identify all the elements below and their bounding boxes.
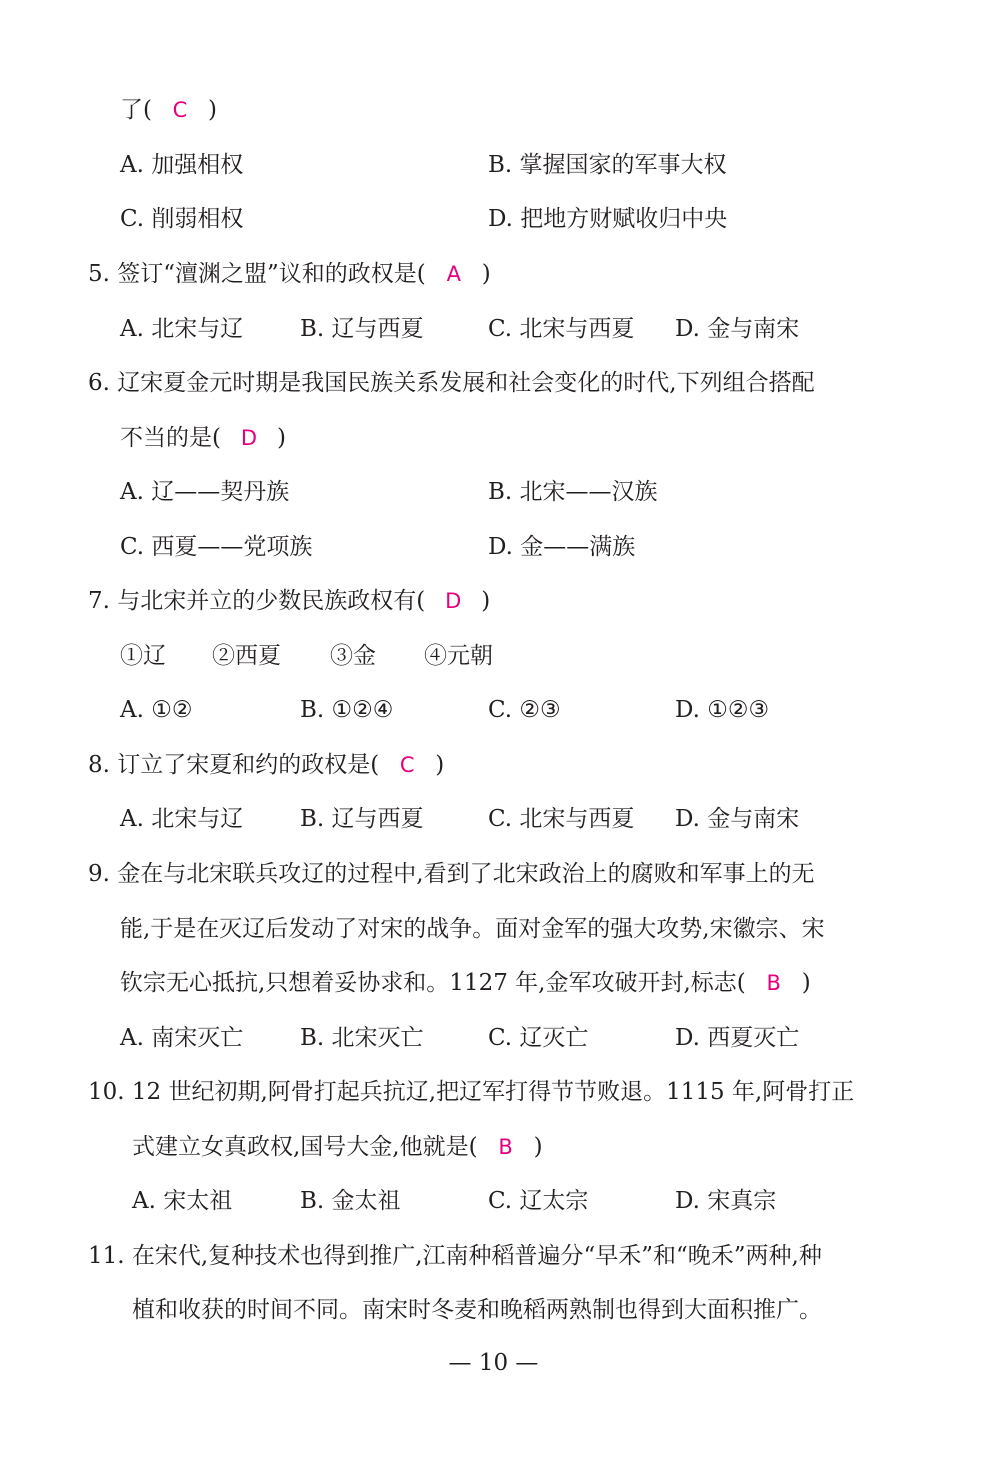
question-stem: [88, 745, 444, 785]
stem-text: 了(: [120, 97, 152, 123]
text-segment: 9. 金在与北宋联兵攻辽的过程中,看到了北宋政治上的腐败和军事上的无: [88, 861, 815, 887]
text-line-q11-stem-2: [0, 1290, 987, 1330]
stem-text: 5. 签订“澶渊之盟”议和的政权是(: [88, 261, 426, 287]
text-line-q9-stem-1: [0, 854, 987, 894]
question-stem: [120, 418, 286, 458]
answer-option: A. 辽——契丹族: [120, 479, 290, 505]
answer-letter: D: [445, 589, 462, 613]
text-line-q9-opts: [0, 1018, 987, 1058]
stem-text: 式建立女真政权,国号大金,他就是(: [132, 1134, 478, 1160]
closing-paren: ): [481, 588, 491, 614]
text-segment: 能,于是在灭辽后发动了对宋的战争。面对金军的强大攻势,宋徽宗、宋: [120, 916, 825, 942]
stem-text: 7. 与北宋并立的少数民族政权有(: [88, 588, 426, 614]
text-line-q11-stem-1: [0, 1236, 987, 1276]
text-line-q4-opt-ab: [0, 145, 987, 185]
text-line-q9-stem-2: [0, 909, 987, 949]
answer-option: A. 加强相权: [120, 152, 244, 178]
text-line-q6-stem-2: [0, 418, 987, 458]
text-segment: 10. 12 世纪初期,阿骨打起兵抗辽,把辽军打得节节败退。1115 年,阿骨打正: [88, 1079, 855, 1105]
closing-paren: ): [435, 752, 445, 778]
answer-option: D. 金与南宋: [675, 806, 800, 832]
text-segment: 植和收获的时间不同。南宋时冬麦和晚稻两熟制也得到大面积推广。: [132, 1297, 822, 1323]
answer-option: D. 西夏灭亡: [675, 1025, 800, 1051]
answer-option: D. 把地方财赋收归中央: [488, 206, 728, 232]
answer-option: A. 南宋灭亡: [120, 1025, 244, 1051]
question-stem: [132, 1127, 543, 1167]
text-line-q7-items: [0, 636, 987, 676]
answer-letter: B: [498, 1135, 513, 1159]
question-stem: [88, 254, 491, 294]
text-line-q8-stem: [0, 745, 987, 785]
page-number: — 10 —: [448, 1350, 539, 1376]
text-line-q7-stem: [0, 581, 987, 621]
stem-text: 8. 订立了宋夏和约的政权是(: [88, 752, 380, 778]
answer-letter: D: [240, 426, 258, 450]
answer-option: D. ①②③: [675, 697, 770, 723]
answer-option: C. 北宋与西夏: [488, 806, 635, 832]
answer-option: B. 辽与西夏: [300, 316, 424, 342]
answer-option: B. 掌握国家的军事大权: [488, 152, 727, 178]
answer-option: B. 金太祖: [300, 1188, 401, 1214]
text-line-q4-tail: [0, 90, 987, 130]
answer-letter: A: [446, 262, 461, 286]
answer-option: C. 削弱相权: [120, 206, 244, 232]
text-line-q5-stem: [0, 254, 987, 294]
answer-option: D. 宋真宗: [675, 1188, 777, 1214]
question-stem: [88, 581, 490, 621]
text-line-q8-opts: [0, 799, 987, 839]
answer-option: C. 西夏——党项族: [120, 534, 313, 560]
closing-paren: ): [207, 97, 217, 123]
closing-paren: ): [481, 261, 491, 287]
answer-option: D. 金与南宋: [675, 316, 800, 342]
question-stem: [120, 90, 217, 130]
answer-letter: C: [172, 98, 188, 122]
text-line-q10-opts: [0, 1181, 987, 1221]
answer-option: A. 北宋与辽: [120, 806, 244, 832]
answer-option: C. 辽灭亡: [488, 1025, 589, 1051]
text-segment: ①辽: [120, 643, 166, 669]
text-line-q10-stem-1: [0, 1072, 987, 1112]
closing-paren: ): [801, 970, 811, 996]
closing-paren: ): [533, 1134, 543, 1160]
text-line-q6-opt-cd: [0, 527, 987, 567]
answer-option: C. 辽太宗: [488, 1188, 589, 1214]
text-segment: ④元朝: [424, 643, 493, 669]
text-line-q6-opt-ab: [0, 472, 987, 512]
text-line-q9-stem-3: [0, 963, 987, 1003]
answer-option: B. 辽与西夏: [300, 806, 424, 832]
text-line-q4-opt-cd: [0, 199, 987, 239]
answer-option: D. 金——满族: [488, 534, 636, 560]
answer-option: B. ①②④: [300, 697, 394, 723]
answer-letter: C: [399, 753, 415, 777]
stem-text: 不当的是(: [120, 425, 221, 451]
text-segment: 11. 在宋代,复种技术也得到推广,江南种稻普遍分“早禾”和“晚禾”两种,种: [88, 1243, 822, 1269]
answer-option: C. 北宋与西夏: [488, 316, 635, 342]
text-segment: ②西夏: [212, 643, 281, 669]
answer-option: C. ②③: [488, 697, 561, 723]
text-line-q6-stem-1: [0, 363, 987, 403]
answer-letter: B: [766, 971, 781, 995]
text-line-q7-opts: [0, 690, 987, 730]
closing-paren: ): [276, 425, 286, 451]
answer-option: A. 北宋与辽: [120, 316, 244, 342]
answer-option: B. 北宋——汉族: [488, 479, 658, 505]
text-line-q10-stem-2: [0, 1127, 987, 1167]
text-segment: 6. 辽宋夏金元时期是我国民族关系发展和社会变化的时代,下列组合搭配: [88, 370, 815, 396]
answer-option: B. 北宋灭亡: [300, 1025, 424, 1051]
question-stem: [120, 963, 811, 1003]
answer-option: A. 宋太祖: [132, 1188, 233, 1214]
answer-option: A. ①②: [120, 697, 193, 723]
stem-text: 钦宗无心抵抗,只想着妥协求和。1127 年,金军攻破开封,标志(: [120, 970, 746, 996]
text-segment: ③金: [330, 643, 376, 669]
text-line-q5-opts: [0, 309, 987, 349]
